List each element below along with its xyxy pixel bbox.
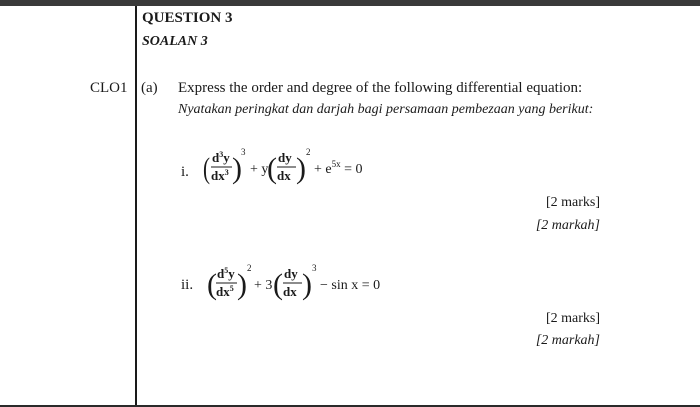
equation-ii-render — [207, 260, 407, 310]
svg-text:2: 2 — [247, 263, 252, 273]
svg-text:dy: dy — [278, 150, 292, 165]
marks-i: [2 marks] — [545, 195, 600, 210]
instruction-malay: Nyatakan peringkat dan darjah bagi persamaan pembezaan yang berikut: — [178, 102, 594, 117]
question-title: QUESTION 3 — [142, 10, 233, 26]
paren: ( — [203, 151, 210, 185]
equation-i-render — [203, 144, 403, 194]
item-label: i. — [181, 164, 189, 180]
svg-text:(: ( — [207, 268, 217, 301]
svg-text:3: 3 — [312, 263, 317, 273]
svg-text:2: 2 — [306, 147, 311, 157]
svg-text:+ y: + y — [250, 162, 269, 177]
svg-text:dx: dx — [277, 168, 291, 183]
marks-ii: [2 marks] — [545, 311, 600, 326]
svg-text:+ e5x = 0: + $e^{5x} = 0$ — [314, 159, 363, 177]
top-edge — [0, 0, 700, 6]
svg-text:dx5: $dx^5$ — [216, 284, 234, 299]
clo-label: CLO1 — [90, 80, 128, 96]
svg-text:(: ( — [267, 152, 277, 185]
marks-malay-i: [2 markah] — [535, 218, 600, 233]
svg-text:): ) — [232, 152, 242, 185]
svg-text:(: ( — [273, 268, 283, 301]
svg-text:): ) — [302, 268, 312, 301]
part-label: (a) — [141, 80, 158, 96]
svg-text:dx: dx — [283, 284, 297, 299]
svg-text:dx3: $dx^3$ — [211, 168, 229, 183]
svg-text:): ) — [237, 268, 247, 301]
svg-text:d3y: $d^3y$ — [212, 150, 230, 165]
item-label: ii. — [181, 277, 194, 293]
question-title-malay: SOALAN 3 — [142, 34, 208, 49]
instruction: Express the order and degree of the following differential equation: — [178, 80, 583, 96]
svg-text:dy: dy — [284, 266, 298, 281]
svg-text:): ) — [296, 152, 306, 185]
svg-text:3: 3 — [241, 147, 246, 157]
svg-text:+ 3: + 3 — [254, 278, 273, 293]
marks-malay-ii: [2 markah] — [535, 333, 600, 348]
margin-divider — [135, 6, 137, 407]
svg-text:− sin x = 0: − sin x = 0 — [320, 278, 381, 293]
svg-text:d5y: $d^5y$ — [217, 266, 235, 281]
